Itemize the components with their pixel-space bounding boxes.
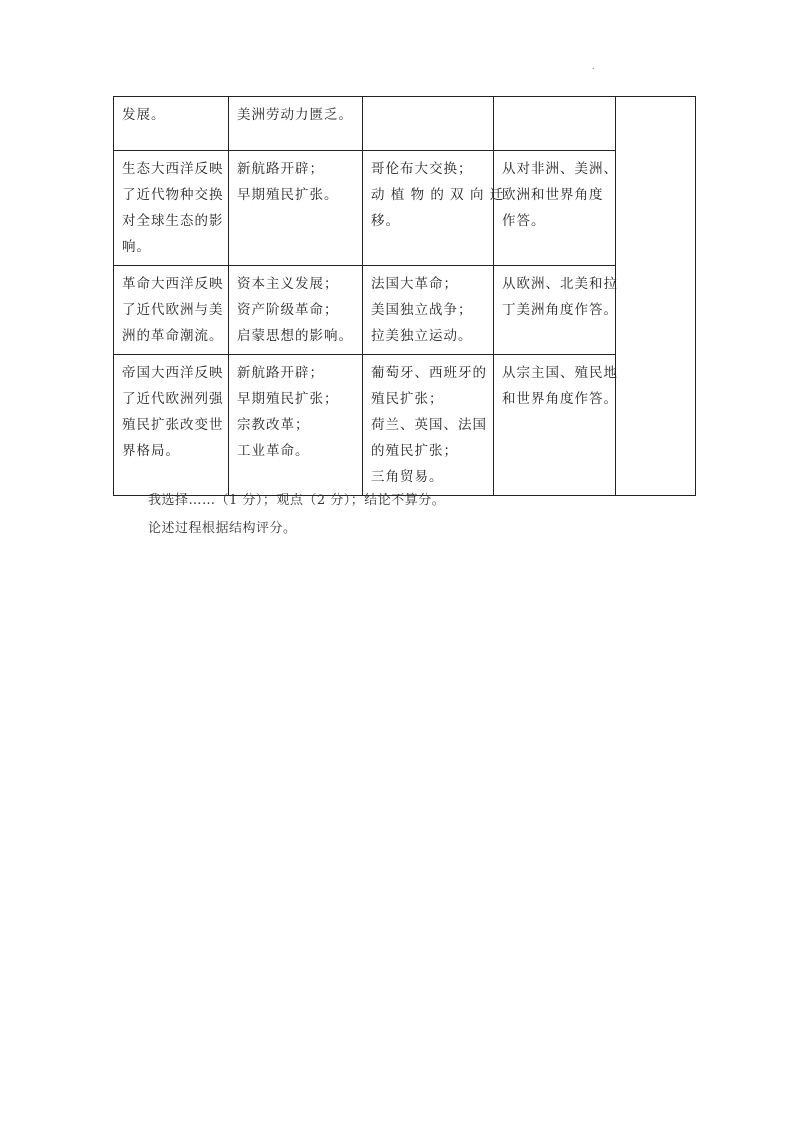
- table-cell-col3: [363, 151, 505, 266]
- table-row: [114, 266, 696, 355]
- cell-text-line: 葡萄牙、西班牙的: [371, 365, 487, 381]
- cell-text-line: 洲的革命潮流。: [122, 328, 224, 344]
- table-cell-col2: [229, 266, 363, 355]
- table-cell-col2: [229, 355, 363, 496]
- table-row: [114, 97, 696, 151]
- table-cell-score-merged: [616, 97, 696, 496]
- cell-text-line: 生态大西洋反映: [122, 161, 224, 177]
- table-row: [114, 151, 696, 266]
- page-mark: .: [592, 62, 595, 71]
- grading-table: [113, 96, 696, 496]
- cell-text-line: 美洲劳动力匮乏。: [237, 107, 353, 123]
- cell-text-line: 工业革命。: [237, 443, 310, 459]
- table-cell-col1: [114, 97, 229, 151]
- cell-text-line: 启蒙思想的影响。: [237, 328, 353, 344]
- table-cell-col1: [114, 355, 229, 496]
- cell-text-line: 资本主义发展；: [237, 276, 339, 292]
- cell-text-line: 了近代物种交换: [122, 187, 224, 203]
- cell-text-line: 丁美洲角度作答。: [502, 302, 618, 318]
- table-cell-col2: [229, 151, 363, 266]
- cell-text-line: 法国大革命；: [371, 276, 458, 292]
- cell-text-line: 殖民扩张；: [371, 391, 444, 407]
- cell-text-line: 哥伦布大交换；: [371, 161, 473, 177]
- table-cell-col3: [363, 355, 494, 496]
- table-cell-col4: [494, 266, 616, 355]
- scoring-note-choice: 我选择……（1 分）；观点（2 分）；结论不算分。: [148, 493, 446, 508]
- cell-text-line: 三角贸易。: [371, 469, 444, 485]
- cell-text-line: 了近代欧洲与美: [122, 302, 224, 318]
- cell-text-line: 的殖民扩张；: [371, 443, 458, 459]
- cell-text-line: 界格局。: [122, 443, 180, 459]
- cell-text-line: 了近代欧洲列强: [122, 391, 224, 407]
- cell-text-line: 响。: [122, 239, 151, 255]
- cell-text-line: 移。: [371, 213, 400, 229]
- table-cell-col4: [494, 151, 616, 266]
- cell-text-line: 从对非洲、美洲、: [502, 161, 618, 177]
- cell-text-line: 早期殖民扩张。: [237, 187, 339, 203]
- cell-text-line: 欧洲和世界角度: [502, 187, 604, 203]
- cell-text-line: 资产阶级革命；: [237, 302, 339, 318]
- cell-text-line: 动 植 物 的 双 向 迁: [371, 187, 505, 203]
- cell-text-line: 从宗主国、殖民地: [502, 365, 618, 381]
- cell-text-line: 新航路开辟；: [237, 365, 324, 381]
- table-cell-col2: [229, 97, 363, 151]
- scoring-note-process: 论述过程根据结构评分。: [148, 521, 297, 536]
- cell-text-line: 新航路开辟；: [237, 161, 324, 177]
- table-cell-col3: [363, 266, 494, 355]
- cell-text-line: 和世界角度作答。: [502, 391, 618, 407]
- cell-text-line: 作答。: [502, 213, 546, 229]
- cell-text-line: 对全球生态的影: [122, 213, 224, 229]
- cell-text-line: 荷兰、英国、法国: [371, 417, 487, 433]
- table-row: [114, 355, 696, 496]
- table-cell-col4: [494, 97, 616, 151]
- cell-text-line: 帝国大西洋反映: [122, 365, 224, 381]
- cell-text-line: 美国独立战争；: [371, 302, 473, 318]
- table-cell-col3: [363, 97, 494, 151]
- cell-text-line: 拉美独立运动。: [371, 328, 473, 344]
- table-cell-col1: [114, 266, 229, 355]
- cell-text-line: 从欧洲、北美和拉: [502, 276, 618, 292]
- table-cell-col1: [114, 151, 229, 266]
- cell-text-line: 发展。: [122, 107, 166, 123]
- cell-text-line: 宗教改革；: [237, 417, 310, 433]
- cell-text-line: 殖民扩张改变世: [122, 417, 224, 433]
- cell-text-line: 革命大西洋反映: [122, 276, 224, 292]
- table-cell-col4: [494, 355, 616, 496]
- cell-text-line: 早期殖民扩张；: [237, 391, 339, 407]
